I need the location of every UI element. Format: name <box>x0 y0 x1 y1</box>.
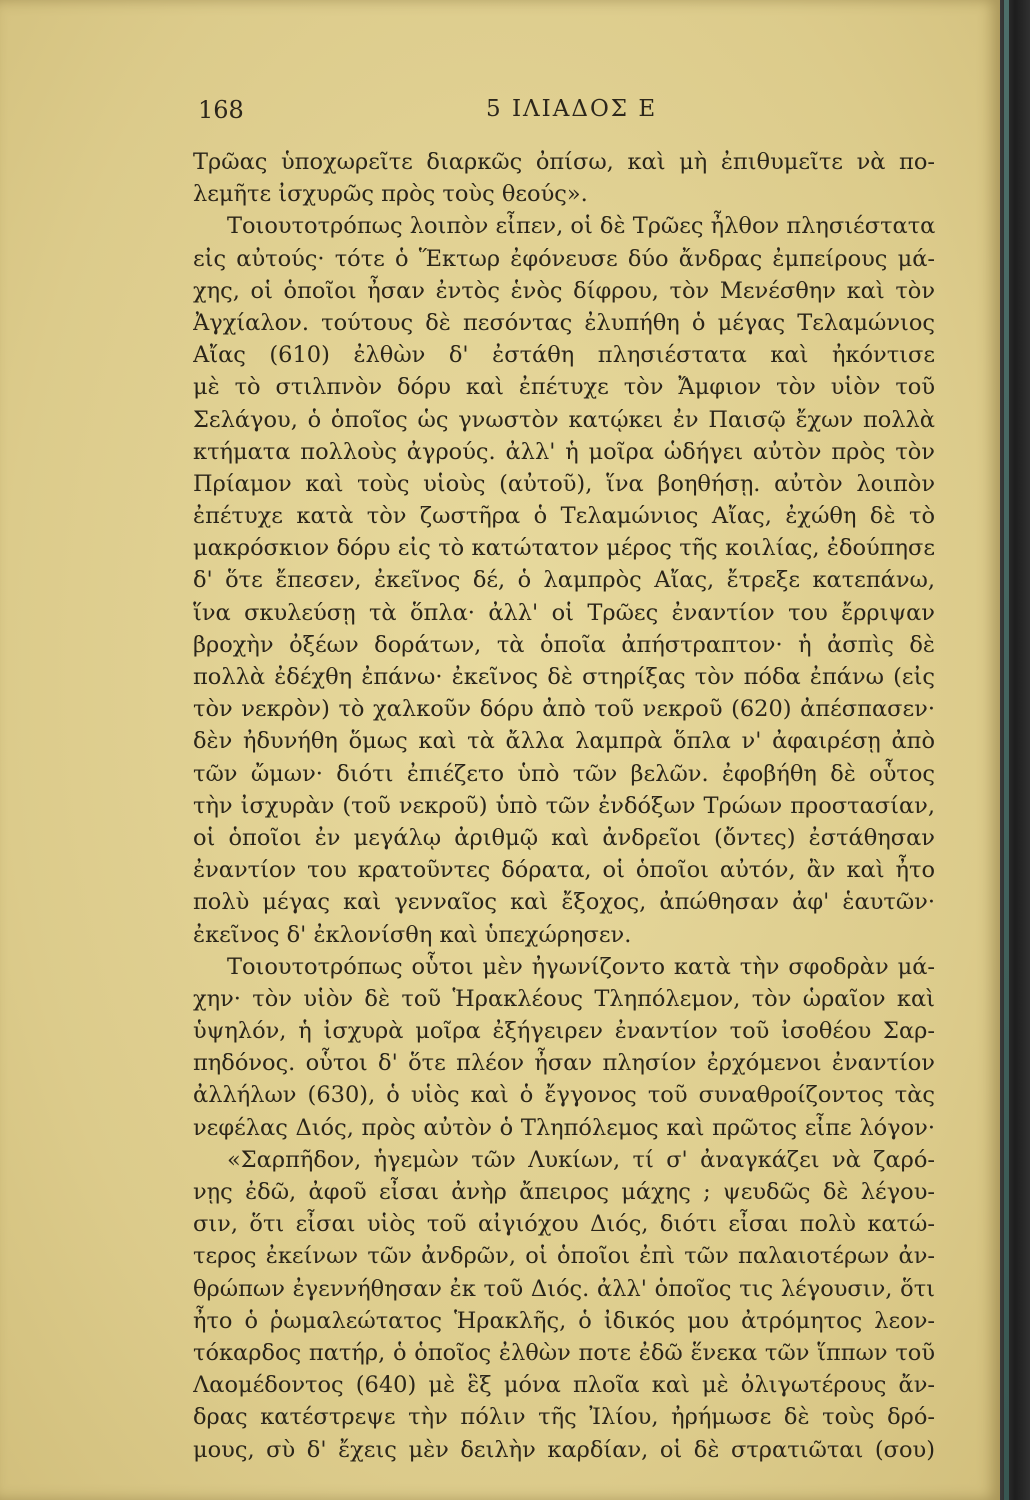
text-line: οἱ ὁποῖοι ἐν μεγάλῳ ἀριθμῷ καὶ ἀνδρεῖοι (ὄντες) ἐστάθησαν <box>193 824 935 851</box>
text-line: βροχὴν ὀξέων δοράτων, τὰ ὁποῖα ἀπήστραπτον· ἡ ἀσπὶς δὲ <box>193 631 935 658</box>
text-line: Τοιουτοτρόπως οὗτοι μὲν ἠγωνίζοντο κατὰ τὴν σφοδρὰν μά- <box>227 953 935 980</box>
text-line: Πρίαμον καὶ τοὺς υἱοὺς (αὐτοῦ), ἵνα βοηθήσῃ. αὐτὸν λοιπὸν <box>193 470 935 497</box>
text-line: χην· τὸν υἱὸν δὲ τοῦ Ἡρακλέους Τληπόλεμον, τὸν ὡραῖον καὶ <box>193 985 935 1012</box>
text-line: Σελάγου, ὁ ὁποῖος ὡς γνωστὸν κατῴκει ἐν Παισῷ ἔχων πολλὰ <box>193 406 935 433</box>
body-text <box>193 146 935 1466</box>
text-line: σιν, ὅτι εἶσαι υἱὸς τοῦ αἰγιόχου Διός, διότι εἶσαι πολὺ κατώ- <box>193 1211 935 1238</box>
text-line: Αἴας (610) ἐλθὼν δ' ἐστάθη πλησιέστατα καὶ ἠκόντισε <box>193 342 935 369</box>
text-line: μὲ τὸ στιλπνὸν δόρυ καὶ ἐπέτυχε τὸν Ἄμφιον τὸν υἱὸν τοῦ <box>193 374 935 401</box>
page-number: 168 <box>198 96 244 124</box>
text-line: νῃς ἐδῶ, ἀφοῦ εἶσαι ἀνὴρ ἄπειρος μάχης ; ψευδῶς δὲ λέγου- <box>193 1179 935 1205</box>
text-line: τόκαρδος πατήρ, ὁ ὁποῖος ἐλθὼν ποτε ἐδῶ ἕνεκα τῶν ἵππων τοῦ <box>193 1339 935 1366</box>
book-edge <box>1000 0 1030 1500</box>
text-line: πολλὰ ἐδέχθη ἐπάνω· ἐκεῖνος δὲ στηρίξας τὸν πόδα ἐπάνω (εἰς <box>193 664 935 690</box>
text-line: ἀλλήλων (630), ὁ υἱὸς καὶ ὁ ἔγγονος τοῦ συναθροίζοντος τὰς <box>193 1082 935 1109</box>
text-line: «Σαρπῆδον, ἡγεμὼν τῶν Λυκίων, τί σ' ἀναγκάζει νὰ ζαρό- <box>227 1146 935 1173</box>
text-line: δρας κατέστρεψε τὴν πόλιν τῆς Ἰλίου, ἠρήμωσε δὲ τοὺς δρό- <box>193 1404 935 1431</box>
text-line: πηδόνος. οὗτοι δ' ὅτε πλέον ἦσαν πλησίον ἐρχόμενοι ἐναντίον <box>193 1050 935 1077</box>
text-line: ἦτο ὁ ῥωμαλεώτατος Ἡρακλῆς, ὁ ἰδικός μου ἀτρόμητος λεον- <box>193 1307 935 1334</box>
text-line: χης, οἱ ὁποῖοι ἦσαν ἐντὸς ἑνὸς δίφρου, τὸν Μενέσθην καὶ τὸν <box>193 277 935 304</box>
text-line: δ' ὅτε ἔπεσεν, ἐκεῖνος δέ, ὁ λαμπρὸς Αἴας, ἔτρεξε κατεπάνω, <box>193 567 935 594</box>
text-line: κτήματα πολλοὺς ἀγρούς. ἀλλ' ἡ μοῖρα ὡδήγει αὐτὸν πρὸς τὸν <box>193 438 935 465</box>
text-line: τὸν νεκρὸν) τὸ χαλκοῦν δόρυ ἀπὸ τοῦ νεκροῦ (620) ἀπέσπασεν· <box>193 696 935 723</box>
text-line: ἐναντίον του κρατοῦντες δόρατα, οἱ ὁποῖοι αὐτόν, ἂν καὶ ἦτο <box>193 857 935 884</box>
text-line: πολὺ μέγας καὶ γενναῖος καὶ ἔξοχος, ἀπώθησαν ἀφ' ἑαυτῶν· <box>193 889 935 916</box>
text-line: ἵνα σκυλεύσῃ τὰ ὅπλα· ἀλλ' οἱ Τρῶες ἐναντίον του ἔρριψαν <box>193 599 935 626</box>
text-line: ἐκεῖνος δ' ἐκλονίσθη καὶ ὑπεχώρησεν. <box>193 921 632 948</box>
page-header <box>198 96 934 130</box>
text-line: λεμῆτε ἰσχυρῶς πρὸς τοὺς θεούς». <box>193 181 588 208</box>
text-line: μακρόσκιον δόρυ εἰς τὸ κατώτατον μέρος τῆς κοιλίας, ἐδούπησε <box>193 535 935 562</box>
text-line: τὴν ἰσχυρὰν (τοῦ νεκροῦ) ὑπὸ τῶν ἐνδόξων Τρώων προστασίαν, <box>193 792 935 819</box>
text-line: Ἀγχίαλον. τούτους δὲ πεσόντας ἐλυπήθη ὁ μέγας Τελαμώνιος <box>193 309 935 336</box>
binding-strip <box>1004 0 1009 1500</box>
text-line: ἐπέτυχε κατὰ τὸν ζωστῆρα ὁ Τελαμώνιος Αἴας, ἐχώθη δὲ τὸ <box>193 503 935 530</box>
text-line: ὑψηλόν, ἡ ἰσχυρὰ μοῖρα ἐξήγειρεν ἐναντίον τοῦ ἰσοθέου Σαρ- <box>193 1018 935 1045</box>
text-line: δὲν ἠδυνήθη ὅμως καὶ τὰ ἄλλα λαμπρὰ ὅπλα ν' ἀφαιρέσῃ ἀπὸ <box>193 728 935 755</box>
text-line: Τοιουτοτρόπως λοιπὸν εἶπεν, οἱ δὲ Τρῶες ἦλθον πλησιέστατα <box>227 213 935 240</box>
text-line: τερος ἐκείνων τῶν ἀνδρῶν, οἱ ὁποῖοι ἐπὶ τῶν παλαιοτέρων ἀν- <box>193 1243 935 1270</box>
text-line: νεφέλας Διός, πρὸς αὐτὸν ὁ Τληπόλεμος καὶ πρῶτος εἶπε λόγον· <box>193 1114 935 1141</box>
running-title: 5 ΙΛΙΑΔΟΣ Ε <box>486 96 658 122</box>
text-line: τῶν ὤμων· διότι ἐπιέζετο ὑπὸ τῶν βελῶν. ἐφοβήθη δὲ οὗτος <box>193 760 935 787</box>
text-line: Λαομέδοντος (640) μὲ ἓξ μόνα πλοῖα καὶ μὲ ὀλιγωτέρους ἄν- <box>193 1372 935 1399</box>
text-line: Τρῶας ὑποχωρεῖτε διαρκῶς ὀπίσω, καὶ μὴ ἐπιθυμεῖτε νὰ πο- <box>193 149 935 175</box>
text-line: θρώπων ἐγεννήθησαν ἐκ τοῦ Διός. ἀλλ' ὁποῖος τις λέγουσιν, ὅτι <box>193 1275 935 1302</box>
text-line: μους, σὺ δ' ἔχεις μὲν δειλὴν καρδίαν, οἱ δὲ στρατιῶται (σου) <box>193 1436 935 1463</box>
text-line: εἰς αὐτούς· τότε ὁ Ἕκτωρ ἐφόνευσε δύο ἄνδρας ἐμπείρους μά- <box>193 245 935 272</box>
